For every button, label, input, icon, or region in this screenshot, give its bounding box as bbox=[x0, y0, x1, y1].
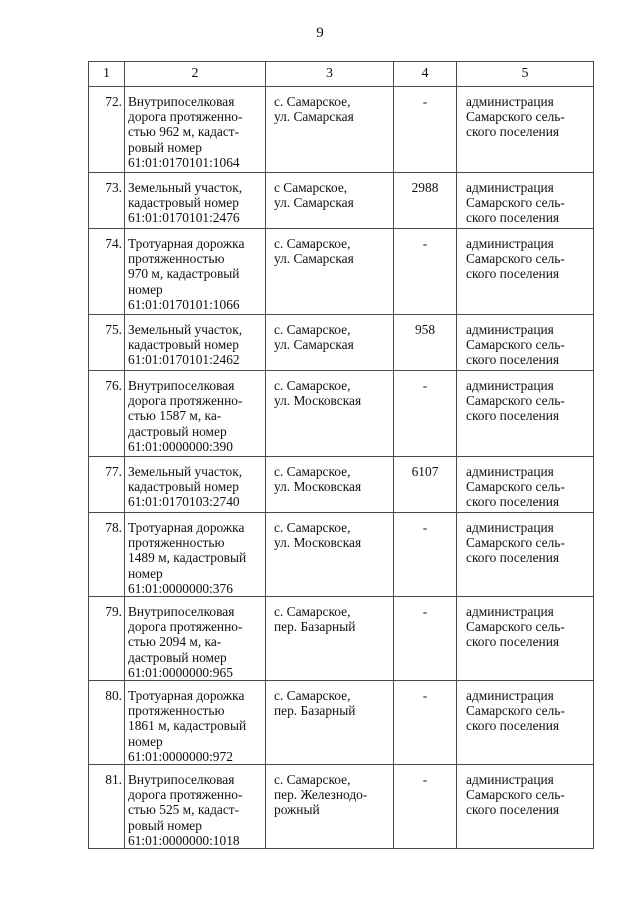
object-area: 2988 bbox=[411, 180, 439, 195]
object-area: - bbox=[422, 378, 428, 393]
object-description: Внутрипоселковая дорога протяженно- стью 1587 м, ка- дастровый номер 61:01:0000000:390 bbox=[128, 378, 243, 454]
object-area: - bbox=[422, 604, 428, 620]
object-owner: администрация Самарского сель- ского поселения bbox=[466, 604, 565, 650]
row-number: 77. bbox=[105, 464, 122, 479]
object-owner: администрация Самарского сель- ского поселения bbox=[466, 180, 565, 226]
row-number: 81. bbox=[105, 772, 122, 788]
row-number: 79. bbox=[105, 604, 122, 620]
column-header-1: 1 bbox=[89, 62, 125, 87]
object-address: с. Самарское, ул. Самарская bbox=[274, 322, 354, 353]
column-header-3: 3 bbox=[266, 62, 394, 87]
object-address: с. Самарское, пер. Базарный bbox=[274, 604, 356, 635]
object-address: с. Самарское, ул. Самарская bbox=[274, 236, 354, 267]
table-row bbox=[89, 87, 594, 173]
row-number: 75. bbox=[105, 322, 122, 337]
object-area: 6107 bbox=[411, 464, 439, 479]
object-owner: администрация Самарского сель- ского поселения bbox=[466, 464, 565, 510]
object-address: с. Самарское, ул. Московская bbox=[274, 378, 362, 409]
object-area: 958 bbox=[414, 322, 436, 337]
object-owner: администрация Самарского сель- ского поселения bbox=[466, 378, 565, 424]
table-row bbox=[89, 597, 594, 681]
object-area: - bbox=[422, 520, 428, 535]
table-row bbox=[89, 173, 594, 229]
table-row bbox=[89, 681, 594, 765]
column-header-2: 2 bbox=[125, 62, 266, 87]
object-description: Внутрипоселковая дорога протяженно- стью 525 м, кадаст- ровый номер 61:01:0000000:1018 bbox=[128, 772, 243, 848]
object-address: с Самарское, ул. Самарская bbox=[274, 180, 354, 211]
object-area: - bbox=[422, 688, 428, 704]
object-description: Внутрипоселковая дорога протяженно- стью 2094 м, ка- дастровый номер 61:01:0000000:965 bbox=[128, 604, 243, 680]
row-number: 76. bbox=[105, 378, 122, 393]
object-address: с. Самарское, ул. Московская bbox=[274, 464, 362, 495]
object-owner: администрация Самарского сель- ского поселения bbox=[466, 236, 565, 282]
table-row bbox=[89, 315, 594, 371]
object-owner: администрация Самарского сель- ского поселения bbox=[466, 94, 565, 140]
property-register-table bbox=[88, 61, 594, 849]
object-description: Земельный участок, кадастровый номер 61:01:0170101:2476 bbox=[128, 180, 243, 226]
object-description: Тротуарная дорожка протяженностью 970 м, кадастровый номер 61:01:0170101:1066 bbox=[128, 236, 245, 312]
object-owner: администрация Самарского сель- ского поселения bbox=[466, 772, 565, 818]
object-address: с. Самарское, пер. Железнодо- рожный bbox=[274, 772, 368, 818]
table-row bbox=[89, 229, 594, 315]
table-body bbox=[89, 87, 594, 849]
object-area: - bbox=[422, 236, 428, 251]
object-description: Тротуарная дорожка протяженностью 1861 м, кадастровый номер 61:01:0000000:972 bbox=[128, 688, 247, 764]
object-owner: администрация Самарского сель- ского поселения bbox=[466, 520, 565, 566]
object-description: Земельный участок, кадастровый номер 61:01:0170103:2740 bbox=[128, 464, 243, 510]
row-number: 73. bbox=[105, 180, 122, 195]
column-header-5: 5 bbox=[457, 62, 594, 87]
object-description: Земельный участок, кадастровый номер 61:01:0170101:2462 bbox=[128, 322, 243, 368]
object-area: - bbox=[422, 94, 428, 109]
row-number: 80. bbox=[105, 688, 122, 704]
page-number: 9 bbox=[316, 25, 324, 41]
row-number: 78. bbox=[105, 520, 122, 535]
column-header-4: 4 bbox=[394, 62, 457, 87]
table-row bbox=[89, 457, 594, 513]
object-address: с. Самарское, ул. Московская bbox=[274, 520, 362, 551]
row-number: 74. bbox=[105, 236, 122, 251]
row-number: 72. bbox=[105, 94, 122, 109]
object-owner: администрация Самарского сель- ского поселения bbox=[466, 322, 565, 368]
table-header bbox=[89, 62, 594, 87]
object-address: с. Самарское, ул. Самарская bbox=[274, 94, 354, 125]
header-row bbox=[89, 62, 594, 87]
object-area: - bbox=[422, 772, 428, 788]
object-description: Внутрипоселковая дорога протяженно- стью 962 м, кадаст- ровый номер 61:01:0170101:1064 bbox=[128, 94, 243, 170]
object-description: Тротуарная дорожка протяженностью 1489 м, кадастровый номер 61:01:0000000:376 bbox=[128, 520, 247, 596]
table-row bbox=[89, 765, 594, 849]
table-row bbox=[89, 513, 594, 597]
object-owner: администрация Самарского сель- ского поселения bbox=[466, 688, 565, 734]
object-address: с. Самарское, пер. Базарный bbox=[274, 688, 356, 719]
table-row bbox=[89, 371, 594, 457]
